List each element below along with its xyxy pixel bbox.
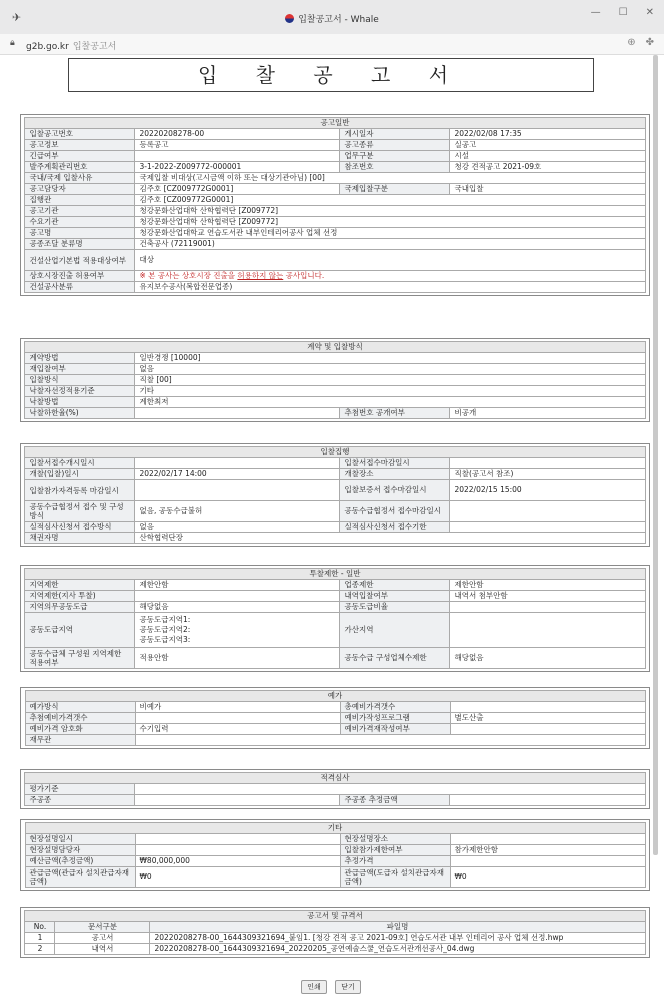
label: 공동도급비율 bbox=[340, 602, 450, 613]
label: 재입찰여부 bbox=[25, 364, 135, 375]
label: 관급금액(관급자 설치관급자재금액) bbox=[25, 867, 135, 888]
label: 재무관 bbox=[25, 735, 135, 746]
value: 2022/02/17 14:00 bbox=[135, 469, 340, 480]
section-restriction bbox=[20, 565, 650, 672]
value: 해당없음 bbox=[135, 602, 340, 613]
column-header: 파일명 bbox=[150, 922, 645, 933]
value: 국제입찰 비대상(고시금액 이하 또는 대상기관아님) [00] bbox=[135, 173, 645, 184]
value bbox=[135, 151, 340, 162]
button-bar bbox=[6, 980, 656, 994]
label: 업무구분 bbox=[340, 151, 450, 162]
label: 현장설명일시 bbox=[25, 834, 135, 845]
address-bar[interactable] bbox=[0, 34, 664, 55]
value bbox=[450, 522, 645, 533]
label: 입찰참가제한여부 bbox=[340, 845, 450, 856]
label: 업종제한 bbox=[340, 580, 450, 591]
label: 입찰방식 bbox=[25, 375, 135, 386]
joint-region-2: 공동도급지역2: bbox=[139, 625, 191, 634]
label: 개찰(입찰)일시 bbox=[25, 469, 135, 480]
label: 집행관 bbox=[25, 195, 135, 206]
extension-icon[interactable]: ✤ bbox=[645, 37, 654, 48]
page-title: 입 찰 공 고 서 bbox=[68, 58, 594, 92]
label: 국제입찰구분 bbox=[340, 184, 450, 195]
zoom-icon[interactable]: ⊕ bbox=[627, 37, 636, 48]
value: 산학협력단장 bbox=[135, 533, 645, 544]
label: 국내/국제 입찰사유 bbox=[25, 173, 135, 184]
value bbox=[135, 845, 340, 856]
file-link[interactable]: 20220208278-00_1644309321694_붙임1. [청강 견적 공고 2021-09호] 연습도서관 내부 인테리어 공사 업체 선정.hwp bbox=[150, 933, 645, 944]
value bbox=[135, 834, 340, 845]
value bbox=[135, 591, 340, 602]
label: 공고담당자 bbox=[25, 184, 135, 195]
label: 현장설명담당자 bbox=[25, 845, 135, 856]
value bbox=[450, 458, 645, 469]
label: 수요기관 bbox=[25, 217, 135, 228]
label: 공고명 bbox=[25, 228, 135, 239]
section-execution bbox=[20, 443, 650, 547]
value bbox=[450, 702, 645, 713]
value: 없음 bbox=[135, 522, 340, 533]
value: 김주호 [CZ009772G0001] bbox=[135, 195, 645, 206]
value bbox=[450, 602, 645, 613]
value: 청강문화산업대학 산학협력단 [Z009772] bbox=[135, 206, 645, 217]
value: 유지보수공사(복합전문업종) bbox=[135, 282, 645, 293]
value: 등록공고 bbox=[135, 140, 340, 151]
label: 추첨예비가격갯수 bbox=[25, 713, 135, 724]
window-title bbox=[0, 12, 664, 25]
label: 낙찰방법 bbox=[25, 397, 135, 408]
label: 지역제한(지사 투찰) bbox=[25, 591, 135, 602]
label: 게시일자 bbox=[340, 129, 450, 140]
url-page-title: 입찰공고서 bbox=[72, 42, 117, 52]
section-contract bbox=[20, 338, 650, 422]
window-titlebar bbox=[0, 0, 664, 34]
label: 실적심사신청서 접수기한 bbox=[340, 522, 450, 533]
label: 지역의무공동도급 bbox=[25, 602, 135, 613]
label: 실적심사신청서 접수방식 bbox=[25, 522, 135, 533]
section-files bbox=[20, 907, 650, 958]
label: 건설공사분류 bbox=[25, 282, 135, 293]
label: 긴급여부 bbox=[25, 151, 135, 162]
pin-icon[interactable]: ✈ bbox=[12, 11, 22, 24]
scrollbar[interactable] bbox=[653, 55, 658, 855]
value: 청강 견적공고 2021-09호 bbox=[450, 162, 645, 173]
section-title: 계약 및 입찰방식 bbox=[25, 342, 645, 353]
label: 입찰서접수마감일시 bbox=[340, 458, 450, 469]
label: 추정가격 bbox=[340, 856, 450, 867]
label: 가산지역 bbox=[340, 613, 450, 648]
url-domain: g2b.go.kr bbox=[26, 42, 69, 52]
label: 공동도급지역 bbox=[25, 613, 135, 648]
value-warning bbox=[135, 271, 645, 282]
value: 3-1-2022-Z009772-000001 bbox=[135, 162, 340, 173]
label: 예비가격 암호화 bbox=[25, 724, 135, 735]
label: 현장설명장소 bbox=[340, 834, 450, 845]
value: 비공개 bbox=[450, 408, 645, 419]
label: 총예비가격갯수 bbox=[340, 702, 450, 713]
value bbox=[135, 795, 340, 806]
value bbox=[450, 856, 645, 867]
value: 비예가 bbox=[135, 702, 340, 713]
label: 관급금액(도급자 설치관급자재금액) bbox=[340, 867, 450, 888]
value bbox=[450, 501, 645, 522]
value: 김주호 [CZ009772G0001] bbox=[135, 184, 340, 195]
label: 건설산업기본법 적용대상여부 bbox=[25, 250, 135, 271]
file-no: 2 bbox=[25, 944, 55, 955]
value: 없음, 공동수급불허 bbox=[135, 501, 340, 522]
column-header: 문서구분 bbox=[55, 922, 150, 933]
file-type: 공고서 bbox=[55, 933, 150, 944]
value: 참가제한안함 bbox=[450, 845, 645, 856]
label: 공고기관 bbox=[25, 206, 135, 217]
label: 공동수급 구성업체수제한 bbox=[340, 648, 450, 669]
value bbox=[135, 480, 340, 501]
label: 평가기준 bbox=[25, 784, 135, 795]
section-title: 기타 bbox=[25, 823, 645, 834]
label: 주공종 bbox=[25, 795, 135, 806]
label: 채권자명 bbox=[25, 533, 135, 544]
value: 직찰(공고서 참조) bbox=[450, 469, 645, 480]
value: 20220208278-00 bbox=[135, 129, 340, 140]
table-row bbox=[25, 944, 645, 955]
site-logo-icon bbox=[285, 14, 294, 23]
label: 주공종 추정금액 bbox=[340, 795, 450, 806]
value: ₩80,000,000 bbox=[135, 856, 340, 867]
maximize-icon[interactable]: ☐ bbox=[618, 7, 628, 18]
value: 시설 bbox=[450, 151, 645, 162]
value: 제한안함 bbox=[450, 580, 645, 591]
label: 입찰보증서 접수마감일시 bbox=[340, 480, 450, 501]
value: 없음 bbox=[135, 364, 645, 375]
value: 적용안함 bbox=[135, 648, 340, 669]
joint-region-1: 공동도급지역1: bbox=[139, 615, 191, 624]
label: 개찰장소 bbox=[340, 469, 450, 480]
value bbox=[135, 784, 645, 795]
value: ₩0 bbox=[450, 867, 645, 888]
value: 별도산출 bbox=[450, 713, 645, 724]
joint-region-3: 공동도급지역3: bbox=[139, 635, 191, 644]
section-title: 공고일반 bbox=[25, 118, 645, 129]
value: 직찰 [00] bbox=[135, 375, 645, 386]
label: 낙찰자선정적용기준 bbox=[25, 386, 135, 397]
warning-text: ※ 본 공사는 상호시장 진출을 bbox=[139, 271, 238, 280]
value: 청강문화산업대학 산학협력단 [Z009772] bbox=[135, 217, 645, 228]
value: 해당없음 bbox=[450, 648, 645, 669]
value: 계한최저 bbox=[135, 397, 645, 408]
value bbox=[135, 408, 340, 419]
close-icon[interactable]: ✕ bbox=[645, 7, 654, 18]
label: 공동수급체 구성원 지역제한 적용여부 bbox=[25, 648, 135, 669]
value: 내역서 첨부안함 bbox=[450, 591, 645, 602]
value bbox=[450, 724, 645, 735]
value bbox=[135, 458, 340, 469]
value: 국내입찰 bbox=[450, 184, 645, 195]
table-row bbox=[25, 933, 645, 944]
label: 낙찰하한율(%) bbox=[25, 408, 135, 419]
section-title: 적격심사 bbox=[25, 773, 645, 784]
window-title-text: 입찰공고서 - Whale bbox=[298, 15, 379, 25]
file-type: 내역서 bbox=[55, 944, 150, 955]
value: 대상 bbox=[135, 250, 645, 271]
section-etc bbox=[20, 819, 650, 891]
value: 제한안함 bbox=[135, 580, 340, 591]
label: 발주계획관리번호 bbox=[25, 162, 135, 173]
section-general bbox=[20, 114, 650, 296]
label: 입찰공고번호 bbox=[25, 129, 135, 140]
file-link[interactable]: 20220208278-00_1644309321694_20220205_공연예술스쿨_연습도서관개선공사_04.dwg bbox=[150, 944, 645, 955]
section-review bbox=[20, 769, 650, 809]
label: 예산금액(추정금액) bbox=[25, 856, 135, 867]
label: 입찰참가자격등록 마감일시 bbox=[25, 480, 135, 501]
value bbox=[450, 834, 645, 845]
value: ₩0 bbox=[135, 867, 340, 888]
label: 공동수급협정서 접수마감일시 bbox=[340, 501, 450, 522]
column-header: No. bbox=[25, 922, 55, 933]
value bbox=[135, 735, 645, 746]
label: 지역제한 bbox=[25, 580, 135, 591]
label: 상호시장진출 허용여부 bbox=[25, 271, 135, 282]
label: 참조번호 bbox=[340, 162, 450, 173]
value: 수기입력 bbox=[135, 724, 340, 735]
section-price bbox=[20, 687, 650, 749]
value: 2022/02/15 15:00 bbox=[450, 480, 645, 501]
value: 청강문화산업대학교 연습도서관 내부인테리어공사 업체 선정 bbox=[135, 228, 645, 239]
value: 건축공사 (72119001) bbox=[135, 239, 645, 250]
value: 실공고 bbox=[450, 140, 645, 151]
warning-emphasis: 허용하지 않는 bbox=[237, 271, 284, 280]
label: 입찰서접수개시일시 bbox=[25, 458, 135, 469]
label: 공종조달 분류명 bbox=[25, 239, 135, 250]
value: 일반경쟁 [10000] bbox=[135, 353, 645, 364]
close-button[interactable]: 닫기 bbox=[335, 980, 361, 994]
section-title: 예가 bbox=[25, 691, 645, 702]
label: 예비가격재작성여부 bbox=[340, 724, 450, 735]
section-title: 공고서 및 규격서 bbox=[25, 911, 645, 922]
label: 공고정보 bbox=[25, 140, 135, 151]
value: 기타 bbox=[135, 386, 645, 397]
section-title: 투찰제한 - 일반 bbox=[25, 569, 645, 580]
value bbox=[450, 795, 645, 806]
document-page bbox=[6, 55, 656, 1008]
label: 예비가작성프로그램 bbox=[340, 713, 450, 724]
label: 추첨번호 공개여부 bbox=[340, 408, 450, 419]
print-button[interactable]: 인쇄 bbox=[301, 980, 327, 994]
label: 계약방법 bbox=[25, 353, 135, 364]
lock-icon: 🔒︎ bbox=[10, 38, 15, 48]
file-no: 1 bbox=[25, 933, 55, 944]
value bbox=[450, 613, 645, 648]
label: 공고종류 bbox=[340, 140, 450, 151]
joint-region-value bbox=[135, 613, 340, 648]
value: 2022/02/08 17:35 bbox=[450, 129, 645, 140]
value bbox=[135, 713, 340, 724]
label: 내역입찰여부 bbox=[340, 591, 450, 602]
section-title: 입찰집행 bbox=[25, 447, 645, 458]
label: 예가방식 bbox=[25, 702, 135, 713]
label: 공동수급협정서 접수 및 구성방식 bbox=[25, 501, 135, 522]
minimize-icon[interactable]: — bbox=[590, 7, 601, 18]
warning-text-end: 공사입니다. bbox=[283, 271, 325, 280]
